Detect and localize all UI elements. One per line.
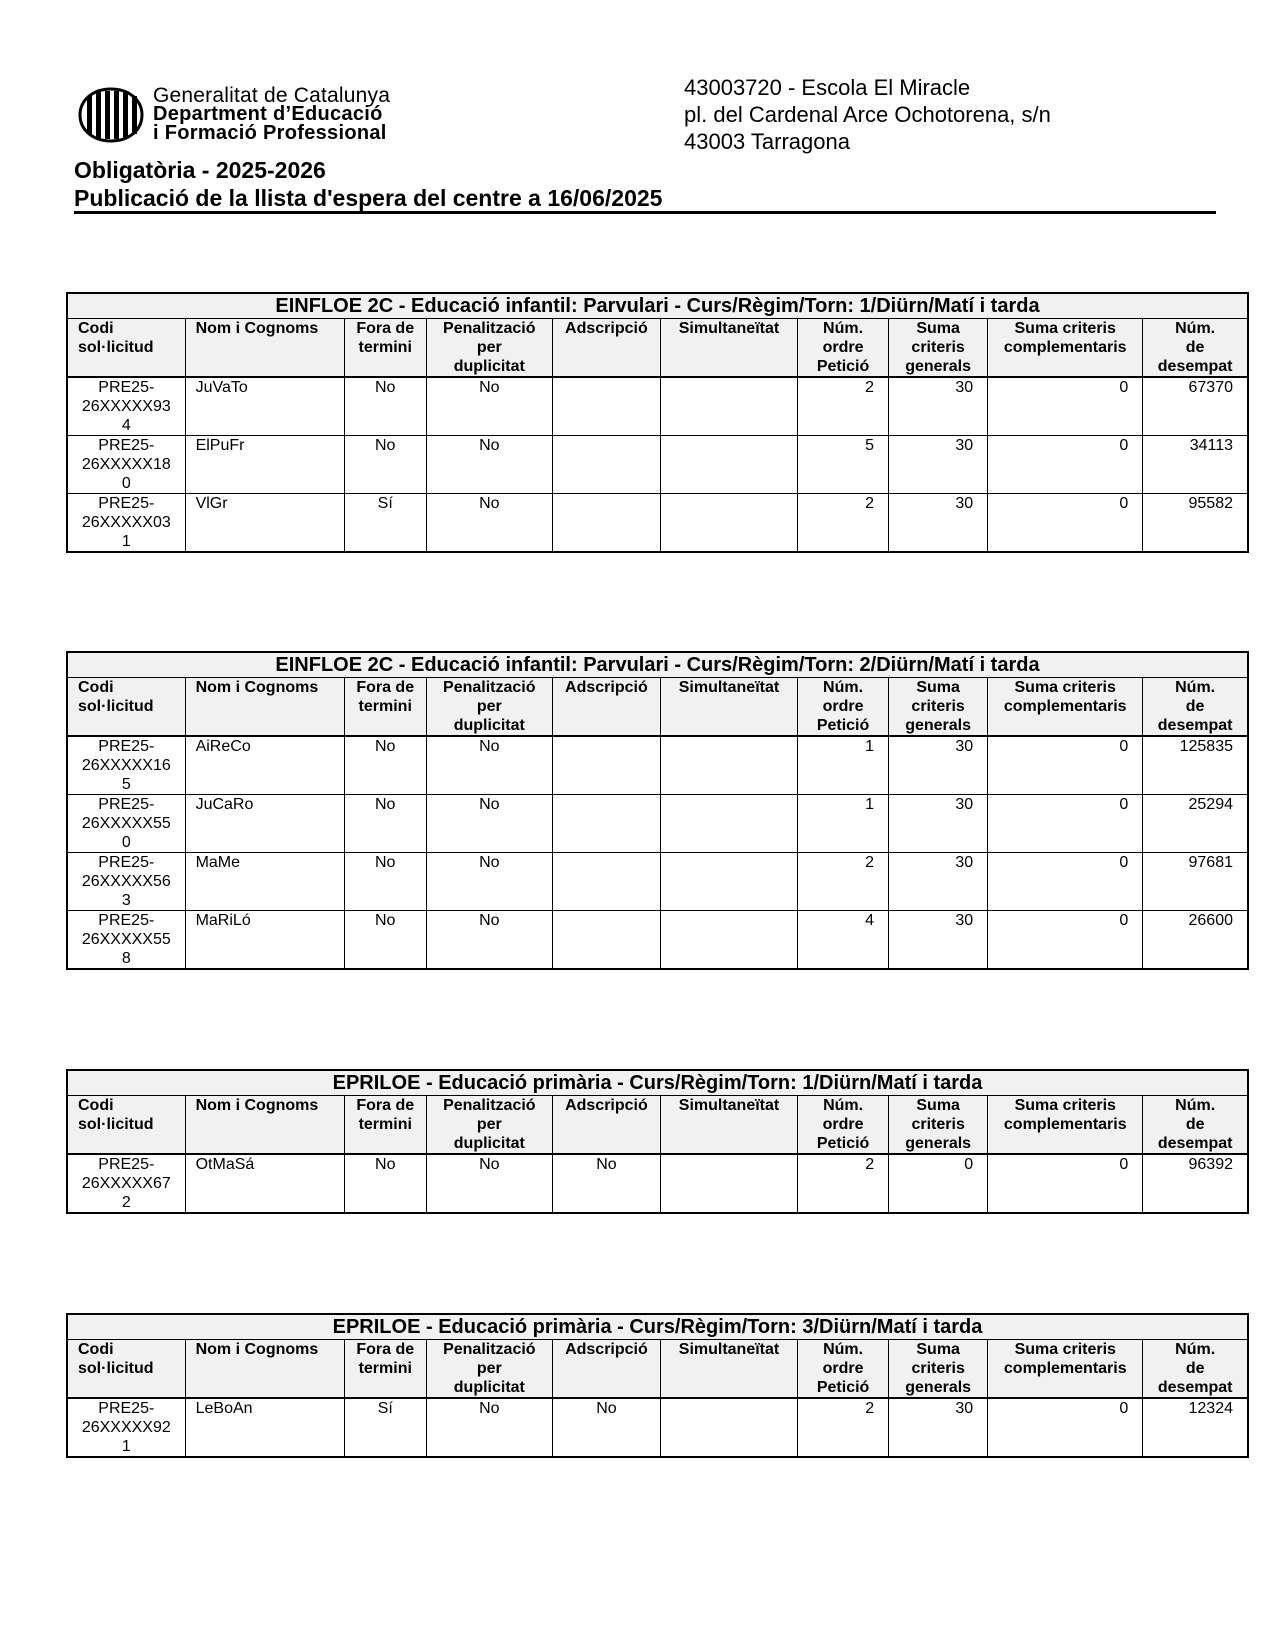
- column-header-line: Fora de: [356, 1341, 415, 1358]
- cell-codi: [67, 1154, 185, 1213]
- column-header-line: de: [1185, 339, 1205, 356]
- column-header-line: Codi: [78, 320, 114, 337]
- column-header-line: Fora de: [356, 1097, 415, 1114]
- column-header-line: generals: [905, 717, 972, 734]
- school-city: 43003 Tarragona: [684, 129, 850, 154]
- cell-codi: [67, 377, 185, 436]
- column-header-line: per: [476, 1360, 502, 1377]
- cell-generals: 30: [889, 795, 988, 853]
- cell-nom: ElPuFr: [185, 436, 344, 494]
- cell-penal: No: [426, 436, 552, 494]
- column-header-line: de: [1185, 698, 1205, 715]
- column-header-line: desempat: [1157, 1379, 1233, 1396]
- column-header-line: Núm.: [1175, 320, 1216, 337]
- cell-adscripcio: [552, 436, 660, 494]
- cell-desempat: 25294: [1143, 795, 1248, 853]
- column-header-line: Codi: [78, 679, 114, 696]
- cell-ordre: 4: [798, 911, 889, 970]
- cell-ordre: 2: [798, 853, 889, 911]
- document-title: Obligatòria - 2025-2026: [74, 157, 326, 183]
- cell-line: 0: [121, 834, 131, 851]
- column-header-line: generals: [905, 1379, 972, 1396]
- column-header-line: Suma: [916, 1097, 960, 1114]
- document-subtitle: Publicació de la llista d'espera del centre a 16/06/2025: [74, 185, 663, 211]
- column-header-penal: [426, 678, 552, 737]
- column-header-line: Suma criteris: [1014, 320, 1116, 337]
- column-header-line: ordre: [822, 698, 864, 715]
- school-address: pl. del Cardenal Arce Ochotorena, s/n: [684, 102, 1051, 127]
- column-header-line: Núm.: [823, 679, 864, 696]
- column-header-line: per: [476, 1116, 502, 1133]
- school-name: 43003720 - Escola El Miracle: [684, 75, 971, 100]
- cell-simult: [660, 1398, 797, 1457]
- table-row: [67, 494, 1248, 553]
- column-header-line: Fora de: [356, 320, 415, 337]
- cell-penal: No: [426, 1154, 552, 1213]
- cell-ordre: 1: [798, 795, 889, 853]
- column-header-line: duplicitat: [453, 717, 525, 734]
- cell-generals: 30: [889, 494, 988, 553]
- cell-complementaris: 0: [988, 494, 1143, 553]
- column-header-codi: [67, 1096, 185, 1155]
- cell-codi: [67, 911, 185, 970]
- cell-line: 8: [121, 950, 131, 967]
- cell-codi: [67, 1398, 185, 1457]
- cell-line: 26XXXXX18: [81, 456, 171, 473]
- column-header-line: criteris: [911, 1360, 965, 1377]
- cell-line: 3: [121, 892, 131, 909]
- column-header-line: Penalització: [443, 320, 536, 337]
- cell-codi: [67, 736, 185, 795]
- column-header-fora: [344, 319, 426, 378]
- column-header-line: Codi: [78, 1097, 114, 1114]
- column-header-desempat: [1143, 678, 1248, 737]
- column-header-line: Suma criteris: [1014, 1341, 1116, 1358]
- cell-fora: Sí: [344, 494, 426, 553]
- document-titles: [74, 156, 662, 212]
- column-header-complementaris: [988, 678, 1143, 737]
- cell-line: PRE25-: [98, 912, 155, 929]
- cell-complementaris: 0: [988, 1398, 1143, 1457]
- column-header-adscripcio: Adscripció: [552, 678, 660, 737]
- column-header-line: Núm.: [823, 320, 864, 337]
- cell-penal: No: [426, 736, 552, 795]
- cell-generals: 30: [889, 436, 988, 494]
- column-header-line: Suma: [916, 320, 960, 337]
- cell-generals: 30: [889, 736, 988, 795]
- cell-generals: 0: [889, 1154, 988, 1213]
- cell-codi: [67, 853, 185, 911]
- cell-desempat: 96392: [1143, 1154, 1248, 1213]
- column-header-line: criteris: [911, 1116, 965, 1133]
- column-header-ordre: [798, 678, 889, 737]
- column-header-line: Suma criteris: [1014, 1097, 1116, 1114]
- column-header-simult: Simultaneïtat: [660, 1096, 797, 1155]
- column-header-generals: [889, 678, 988, 737]
- column-header-simult: Simultaneïtat: [660, 319, 797, 378]
- column-header-line: sol·licitud: [78, 339, 154, 356]
- cell-line: PRE25-: [98, 796, 155, 813]
- column-header-nom: Nom i Cognoms: [185, 1340, 344, 1399]
- column-header-line: de: [1185, 1116, 1205, 1133]
- cell-line: 5: [121, 776, 131, 793]
- cell-ordre: 2: [798, 377, 889, 436]
- column-header-complementaris: [988, 1096, 1143, 1155]
- column-header-generals: [889, 319, 988, 378]
- cell-line: 26XXXXX56: [81, 873, 171, 890]
- cell-line: 0: [121, 475, 131, 492]
- cell-nom: AiReCo: [185, 736, 344, 795]
- column-header-adscripcio: Adscripció: [552, 319, 660, 378]
- column-header-penal: [426, 1096, 552, 1155]
- cell-line: PRE25-: [98, 738, 155, 755]
- cell-penal: No: [426, 377, 552, 436]
- column-header-nom: Nom i Cognoms: [185, 1096, 344, 1155]
- column-header-line: Núm.: [1175, 1341, 1216, 1358]
- cell-ordre: 2: [798, 494, 889, 553]
- cell-adscripcio: [552, 795, 660, 853]
- cell-desempat: 97681: [1143, 853, 1248, 911]
- cell-complementaris: 0: [988, 436, 1143, 494]
- cell-codi: [67, 795, 185, 853]
- column-header-complementaris: [988, 1340, 1143, 1399]
- cell-line: 26XXXXX16: [81, 757, 171, 774]
- cell-nom: VlGr: [185, 494, 344, 553]
- cell-codi: [67, 494, 185, 553]
- cell-simult: [660, 736, 797, 795]
- cell-line: 4: [121, 417, 131, 434]
- column-header-penal: [426, 1340, 552, 1399]
- cell-line: PRE25-: [98, 379, 155, 396]
- column-header-line: generals: [905, 1135, 972, 1152]
- table-row: [67, 377, 1248, 436]
- cell-complementaris: 0: [988, 853, 1143, 911]
- cell-nom: LeBoAn: [185, 1398, 344, 1457]
- column-header-line: de: [1185, 1360, 1205, 1377]
- cell-complementaris: 0: [988, 795, 1143, 853]
- cell-adscripcio: No: [552, 1398, 660, 1457]
- cell-complementaris: 0: [988, 911, 1143, 970]
- column-header-fora: [344, 678, 426, 737]
- cell-simult: [660, 911, 797, 970]
- cell-line: 26XXXXX55: [81, 931, 171, 948]
- cell-simult: [660, 1154, 797, 1213]
- column-header-line: complementaris: [1003, 1116, 1127, 1133]
- cell-desempat: 26600: [1143, 911, 1248, 970]
- column-header-codi: [67, 678, 185, 737]
- column-header-line: Petició: [816, 1135, 870, 1152]
- column-header-line: criteris: [911, 339, 965, 356]
- cell-desempat: 12324: [1143, 1398, 1248, 1457]
- column-header-line: Fora de: [356, 679, 415, 696]
- column-header-line: Penalització: [443, 679, 536, 696]
- cell-desempat: 67370: [1143, 377, 1248, 436]
- column-header-line: Petició: [816, 358, 870, 375]
- table-row: [67, 736, 1248, 795]
- cell-ordre: 2: [798, 1398, 889, 1457]
- column-header-line: complementaris: [1003, 698, 1127, 715]
- column-header-line: generals: [905, 358, 972, 375]
- cell-fora: No: [344, 377, 426, 436]
- column-header-line: Penalització: [443, 1097, 536, 1114]
- column-header-line: Penalització: [443, 1341, 536, 1358]
- waiting-list-table: [66, 651, 1249, 970]
- cell-line: 1: [121, 1438, 131, 1455]
- column-header-nom: Nom i Cognoms: [185, 678, 344, 737]
- cell-generals: 30: [889, 377, 988, 436]
- cell-ordre: 5: [798, 436, 889, 494]
- cell-penal: No: [426, 911, 552, 970]
- cell-complementaris: 0: [988, 1154, 1143, 1213]
- cell-ordre: 2: [798, 1154, 889, 1213]
- column-header-line: duplicitat: [453, 1135, 525, 1152]
- cell-penal: No: [426, 853, 552, 911]
- column-header-line: desempat: [1157, 717, 1233, 734]
- section-caption: EPRILOE - Educació primària - Curs/Règim/Torn: 3/Diürn/Matí i tarda: [67, 1314, 1248, 1340]
- cell-line: 26XXXXX92: [81, 1419, 171, 1436]
- column-header-desempat: [1143, 1096, 1248, 1155]
- cell-simult: [660, 377, 797, 436]
- cell-fora: No: [344, 736, 426, 795]
- column-header-line: complementaris: [1003, 339, 1127, 356]
- column-header-line: Suma criteris: [1014, 679, 1116, 696]
- table-row: [67, 795, 1248, 853]
- cell-generals: 30: [889, 853, 988, 911]
- cell-complementaris: 0: [988, 377, 1143, 436]
- column-header-ordre: [798, 1340, 889, 1399]
- section-caption: EINFLOE 2C - Educació infantil: Parvulari - Curs/Règim/Torn: 1/Diürn/Matí i tarda: [67, 293, 1248, 319]
- cell-fora: No: [344, 1154, 426, 1213]
- column-header-line: sol·licitud: [78, 698, 154, 715]
- waiting-list-section: [66, 292, 1249, 553]
- cell-line: PRE25-: [98, 437, 155, 454]
- table-row: [67, 853, 1248, 911]
- cell-line: PRE25-: [98, 854, 155, 871]
- column-header-line: complementaris: [1003, 1360, 1127, 1377]
- column-header-fora: [344, 1340, 426, 1399]
- column-header-line: ordre: [822, 1360, 864, 1377]
- cell-nom: JuCaRo: [185, 795, 344, 853]
- header-rule: [74, 211, 1216, 214]
- column-header-line: termini: [358, 1360, 412, 1377]
- column-header-line: Petició: [816, 717, 870, 734]
- column-header-line: desempat: [1157, 358, 1233, 375]
- column-header-generals: [889, 1340, 988, 1399]
- column-header-line: criteris: [911, 698, 965, 715]
- column-header-line: per: [476, 339, 502, 356]
- table-row: [67, 1154, 1248, 1213]
- column-header-line: duplicitat: [453, 1379, 525, 1396]
- column-header-line: Suma: [916, 1341, 960, 1358]
- cell-adscripcio: [552, 736, 660, 795]
- cell-desempat: 125835: [1143, 736, 1248, 795]
- column-header-line: Núm.: [823, 1341, 864, 1358]
- column-header-desempat: [1143, 1340, 1248, 1399]
- column-header-ordre: [798, 1096, 889, 1155]
- generalitat-logo: [77, 86, 390, 143]
- cell-line: 26XXXXX55: [81, 815, 171, 832]
- waiting-list-section: [66, 1313, 1249, 1458]
- column-header-fora: [344, 1096, 426, 1155]
- cell-penal: No: [426, 795, 552, 853]
- cell-simult: [660, 853, 797, 911]
- column-header-line: Codi: [78, 1341, 114, 1358]
- cell-line: 2: [121, 1194, 131, 1211]
- cell-fora: No: [344, 911, 426, 970]
- cell-line: 26XXXXX67: [81, 1175, 171, 1192]
- column-header-line: duplicitat: [453, 358, 525, 375]
- column-header-line: termini: [358, 698, 412, 715]
- cell-fora: No: [344, 853, 426, 911]
- cell-adscripcio: [552, 494, 660, 553]
- generalitat-emblem-icon: [77, 87, 145, 143]
- column-header-line: Petició: [816, 1379, 870, 1396]
- logo-line-2: Department d’Educació: [153, 103, 383, 125]
- cell-adscripcio: No: [552, 1154, 660, 1213]
- column-header-line: per: [476, 698, 502, 715]
- cell-penal: No: [426, 1398, 552, 1457]
- column-header-simult: Simultaneïtat: [660, 1340, 797, 1399]
- column-header-line: termini: [358, 1116, 412, 1133]
- table-row: [67, 436, 1248, 494]
- column-header-line: Núm.: [1175, 1097, 1216, 1114]
- waiting-list-table: [66, 1313, 1249, 1458]
- section-caption: EPRILOE - Educació primària - Curs/Règim/Torn: 1/Diürn/Matí i tarda: [67, 1070, 1248, 1096]
- column-header-line: sol·licitud: [78, 1360, 154, 1377]
- logo-line-3: i Formació Professional: [153, 122, 387, 144]
- cell-desempat: 34113: [1143, 436, 1248, 494]
- school-info: [684, 74, 1051, 155]
- waiting-list-section: [66, 651, 1249, 970]
- section-caption: EINFLOE 2C - Educació infantil: Parvulari - Curs/Règim/Torn: 2/Diürn/Matí i tarda: [67, 652, 1248, 678]
- column-header-line: termini: [358, 339, 412, 356]
- cell-complementaris: 0: [988, 736, 1143, 795]
- waiting-list-table: [66, 1069, 1249, 1214]
- cell-nom: JuVaTo: [185, 377, 344, 436]
- cell-line: 26XXXXX03: [81, 514, 171, 531]
- column-header-complementaris: [988, 319, 1143, 378]
- cell-line: 26XXXXX93: [81, 398, 171, 415]
- cell-line: PRE25-: [98, 1400, 155, 1417]
- cell-adscripcio: [552, 853, 660, 911]
- column-header-codi: [67, 319, 185, 378]
- column-header-line: Núm.: [823, 1097, 864, 1114]
- column-header-desempat: [1143, 319, 1248, 378]
- column-header-line: ordre: [822, 339, 864, 356]
- cell-line: PRE25-: [98, 495, 155, 512]
- waiting-list-table: [66, 292, 1249, 553]
- column-header-adscripcio: Adscripció: [552, 1096, 660, 1155]
- column-header-adscripcio: Adscripció: [552, 1340, 660, 1399]
- cell-simult: [660, 494, 797, 553]
- column-header-line: desempat: [1157, 1135, 1233, 1152]
- cell-fora: Sí: [344, 1398, 426, 1457]
- cell-line: PRE25-: [98, 1156, 155, 1173]
- cell-fora: No: [344, 436, 426, 494]
- cell-generals: 30: [889, 911, 988, 970]
- column-header-line: sol·licitud: [78, 1116, 154, 1133]
- column-header-ordre: [798, 319, 889, 378]
- column-header-line: Núm.: [1175, 679, 1216, 696]
- cell-nom: MaRiLó: [185, 911, 344, 970]
- cell-nom: OtMaSá: [185, 1154, 344, 1213]
- cell-line: 1: [121, 533, 131, 550]
- logo-line-1: Generalitat de Catalunya: [153, 84, 391, 107]
- cell-nom: MaMe: [185, 853, 344, 911]
- cell-adscripcio: [552, 911, 660, 970]
- table-row: [67, 1398, 1248, 1457]
- column-header-line: ordre: [822, 1116, 864, 1133]
- cell-penal: No: [426, 494, 552, 553]
- cell-simult: [660, 795, 797, 853]
- column-header-generals: [889, 1096, 988, 1155]
- column-header-nom: Nom i Cognoms: [185, 319, 344, 378]
- cell-simult: [660, 436, 797, 494]
- cell-generals: 30: [889, 1398, 988, 1457]
- cell-adscripcio: [552, 377, 660, 436]
- column-header-line: Suma: [916, 679, 960, 696]
- cell-fora: No: [344, 795, 426, 853]
- column-header-penal: [426, 319, 552, 378]
- column-header-codi: [67, 1340, 185, 1399]
- cell-ordre: 1: [798, 736, 889, 795]
- column-header-simult: Simultaneïtat: [660, 678, 797, 737]
- cell-codi: [67, 436, 185, 494]
- waiting-list-section: [66, 1069, 1249, 1214]
- table-row: [67, 911, 1248, 970]
- cell-desempat: 95582: [1143, 494, 1248, 553]
